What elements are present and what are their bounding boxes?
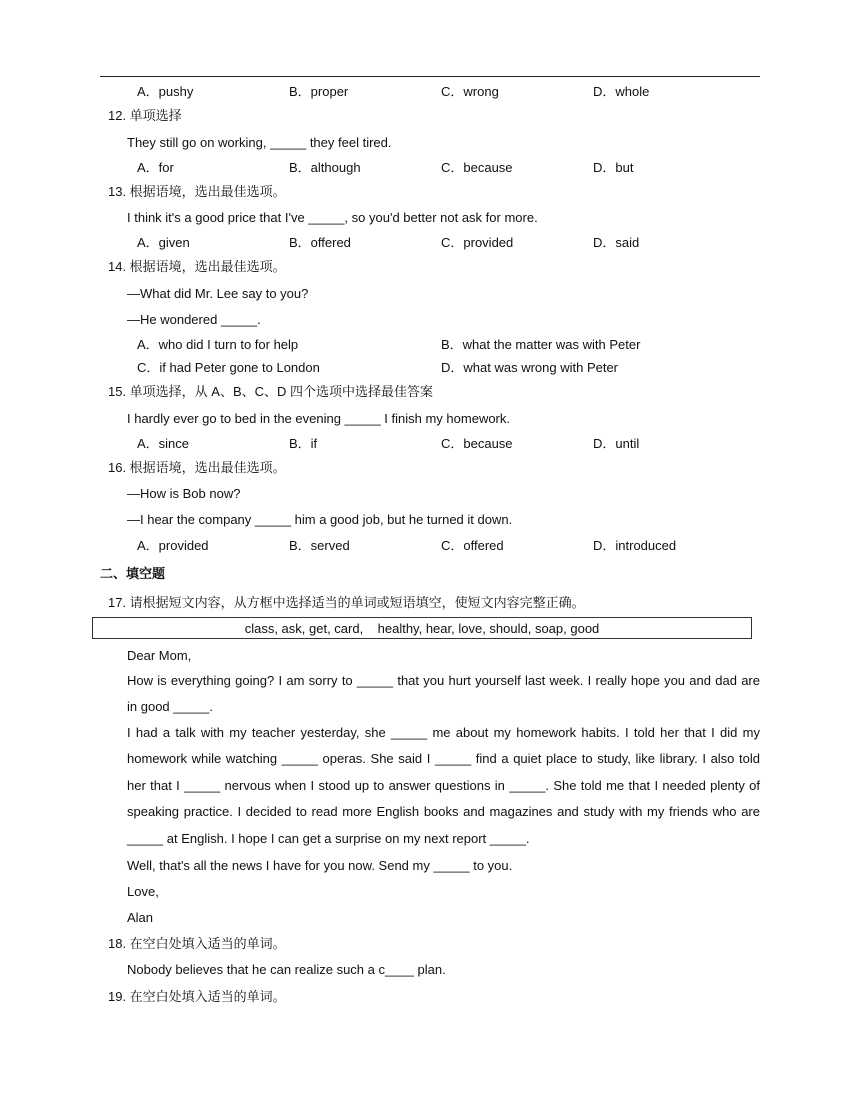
q18-heading: 18. 在空白处填入适当的单词。 xyxy=(108,936,286,951)
q11-option-c[interactable]: C．wrong xyxy=(441,84,499,99)
q13-option-c[interactable]: C．provided xyxy=(441,235,514,250)
q14-option-b[interactable]: B．what the matter was with Peter xyxy=(441,337,641,352)
q14-option-c[interactable]: C．if had Peter gone to London xyxy=(137,360,320,375)
word-bank-box: class, ask, get, card, healthy, hear, love, should, soap, good xyxy=(92,617,752,639)
q14-option-d[interactable]: D．what was wrong with Peter xyxy=(441,360,619,375)
q16-option-b[interactable]: B．served xyxy=(289,538,350,553)
letter-paragraph-2: I had a talk with my teacher yesterday, she _____ me about my homework habits. I told her that I did my homework while watching _____ operas. She said I _____ find a quiet place to study, like library. I also told her that I _____ nervous when I stood up to answer questions in _____. She told me that I needed plenty of speaking practice. I decided to read more English books and magazines and study with my friends who are _____ at English. I hope I can get a surprise on my next report _____. xyxy=(127,725,760,846)
q15-option-d[interactable]: D．until xyxy=(593,436,640,451)
q16-dialogue-line-1: —How is Bob now? xyxy=(127,486,241,501)
q13-heading: 13. 根据语境，选出最佳选项。 xyxy=(108,184,286,199)
q11-option-a[interactable]: A．pushy xyxy=(137,84,194,99)
q15-heading: 15. 单项选择，从 A、B、C、D 四个选项中选择最佳答案 xyxy=(108,384,434,399)
letter-paragraph-1: How is everything going? I am sorry to _____ that you hurt yourself last week. I really hope you and dad are in good _____. xyxy=(127,673,760,715)
q13-option-a[interactable]: A．given xyxy=(137,235,190,250)
q16-option-a[interactable]: A．provided xyxy=(137,538,209,553)
top-rule xyxy=(100,76,760,77)
q15-stem: I hardly ever go to bed in the evening _____ I finish my homework. xyxy=(127,411,510,426)
q13-option-d[interactable]: D．said xyxy=(593,235,640,250)
q12-option-b[interactable]: B．although xyxy=(289,160,361,175)
q18-stem: Nobody believes that he can realize such a c____ plan. xyxy=(127,962,446,977)
q17-heading: 17. 请根据短文内容，从方框中选择适当的单词或短语填空，使短文内容完整正确。 xyxy=(108,595,585,610)
q15-option-c[interactable]: C．because xyxy=(441,436,513,451)
q11-option-d[interactable]: D．whole xyxy=(593,84,650,99)
q14-option-a[interactable]: A．who did I turn to for help xyxy=(137,337,299,352)
letter-closing: Love, xyxy=(127,884,159,899)
q13-stem: I think it's a good price that I've _____, so you'd better not ask for more. xyxy=(127,210,538,225)
q15-option-a[interactable]: A．since xyxy=(137,436,190,451)
q12-option-a[interactable]: A．for xyxy=(137,160,174,175)
q16-option-c[interactable]: C．offered xyxy=(441,538,504,553)
q19-heading: 19. 在空白处填入适当的单词。 xyxy=(108,989,286,1004)
q12-option-d[interactable]: D．but xyxy=(593,160,634,175)
q11-option-b[interactable]: B．proper xyxy=(289,84,349,99)
q16-heading: 16. 根据语境，选出最佳选项。 xyxy=(108,460,286,475)
q14-heading: 14. 根据语境，选出最佳选项。 xyxy=(108,259,286,274)
q12-heading: 12. 单项选择 xyxy=(108,108,182,123)
letter-greeting: Dear Mom, xyxy=(127,648,192,663)
letter-paragraph-3: Well, that's all the news I have for you now. Send my _____ to you. xyxy=(127,858,513,873)
section-heading: 二、填空题 xyxy=(100,566,166,581)
q15-option-b[interactable]: B．if xyxy=(289,436,318,451)
q13-option-b[interactable]: B．offered xyxy=(289,235,351,250)
q16-dialogue-line-2: —I hear the company _____ him a good job, but he turned it down. xyxy=(127,512,513,527)
q14-dialogue-line-1: —What did Mr. Lee say to you? xyxy=(127,286,309,301)
q12-stem: They still go on working, _____ they feel tired. xyxy=(127,135,392,150)
letter-signature: Alan xyxy=(127,910,154,925)
q14-dialogue-line-2: —He wondered _____. xyxy=(127,312,261,327)
q12-option-c[interactable]: C．because xyxy=(441,160,513,175)
q16-option-d[interactable]: D．introduced xyxy=(593,538,677,553)
